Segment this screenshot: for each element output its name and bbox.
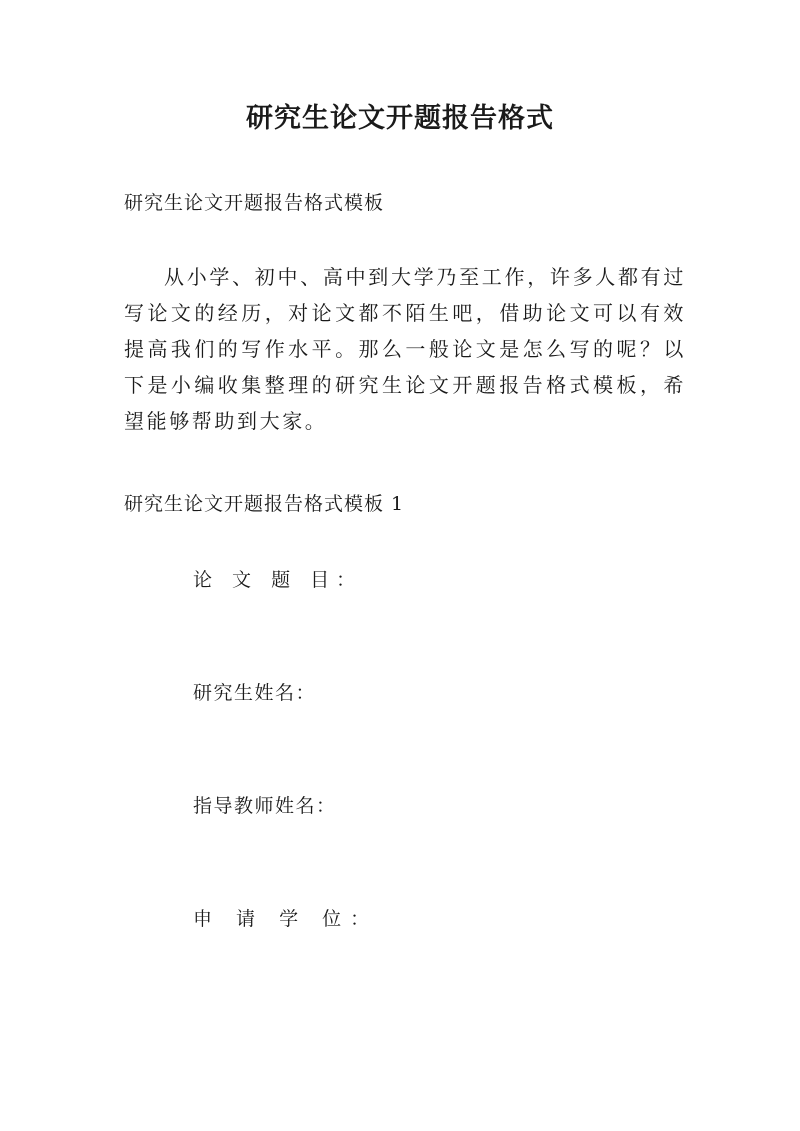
field-thesis-title: 论 文 题 目： bbox=[193, 569, 363, 591]
field-degree: 申 请 学 位： bbox=[193, 908, 379, 930]
field-student-name: 研究生姓名： bbox=[193, 682, 317, 704]
intro-paragraph: 从小学、初中、高中到大学乃至工作，许多人都有过写论文的经历，对论文都不陌生吧，借助论文可以有效提高我们的写作水平。那么一般论文是怎么写的呢？以下是小编收集整理的研究生论文开题报告格式模板，希望能够帮助到大家。 bbox=[124, 265, 686, 433]
field-advisor-name: 指导教师姓名： bbox=[193, 795, 337, 817]
section-heading: 研究生论文开题报告格式模板 1 bbox=[124, 493, 405, 515]
document-title: 研究生论文开题报告格式 bbox=[246, 103, 554, 134]
document-subtitle: 研究生论文开题报告格式模板 bbox=[124, 192, 385, 214]
